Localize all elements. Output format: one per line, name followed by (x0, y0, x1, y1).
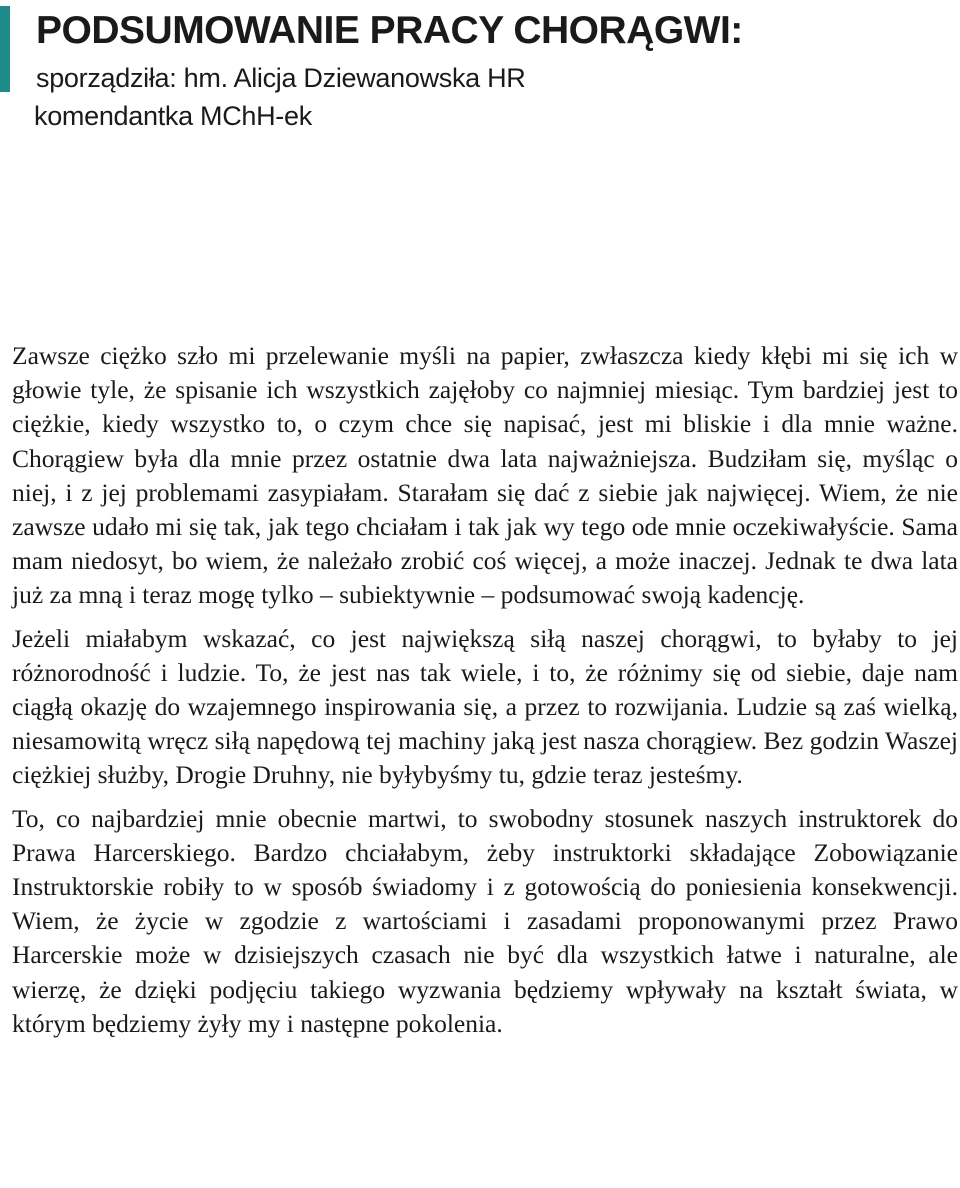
paragraph-3: To, co najbardziej mnie obecnie martwi, to swobodny stosunek naszych instruktorek do Prawa Harcerskiego. Bardzo chciałabym, żeby instruktorki składające Zobowiązanie Instruktorskie robiły to w sposób świadomy i z gotowością do poniesienia konsekwencji. Wiem, że życie w zgodzie z wartościami i zasadami proponowanymi przez Prawo Harcerskie może w dzisiejszych czasach nie być dla wszystkich łatwe i naturalne, ale wierzę, że dzięki podjęciu takiego wyzwania będziemy wpływały na kształt świata, w którym będziemy żyły my i następne pokolenia. (12, 803, 958, 1038)
article-title: PODSUMOWANIE PRACY CHORĄGWI: (36, 9, 743, 52)
title-accent-bar (0, 6, 10, 92)
author-role: komendantka MChH-ek (34, 101, 312, 131)
article-author: sporządziła: hm. Alicja Dziewanowska HR (36, 63, 526, 93)
article-body (12, 339, 958, 1050)
paragraph-2: Jeżeli miałabym wskazać, co jest największą siłą naszej chorągwi, to byłaby to jej różnorodność i ludzie. To, że jest nas tak wiele, i to, że różnimy się od siebie, daje nam ciągłą okazję do wzajemnego inspirowania się, a przez to rozwijania. Ludzie są zaś wielką, niesamowitą wręcz siłą napędową tej machiny jaką jest nasza chorągiew. Bez godzin Waszej ciężkiej służby, Drogie Druhny, nie byłybyśmy tu, gdzie teraz jesteśmy. (12, 623, 958, 790)
paragraph-1: Zawsze ciężko szło mi przelewanie myśli na papier, zwłaszcza kiedy kłębi mi się ich w głowie tyle, że spisanie ich wszystkich zajęłoby co najmniej miesiąc. Tym bardziej jest to ciężkie, kiedy wszystko to, o czym chce się napisać, jest mi bliskie i dla mnie ważne. Chorągiew była dla mnie przez ostatnie dwa lata najważniejsza. Budziłam się, myśląc o niej, i z jej problemami zasypiałam. Starałam się dać z siebie jak najwięcej. Wiem, że nie zawsze udało mi się tak, jak tego chciałam i tak jak wy tego ode mnie oczekiwałyście. Sama mam niedosyt, bo wiem, że należało zrobić coś więcej, a może inaczej. Jednak te dwa lata już za mną i teraz mogę tylko – subiektywnie – podsumować swoją kadencję. (12, 341, 958, 610)
